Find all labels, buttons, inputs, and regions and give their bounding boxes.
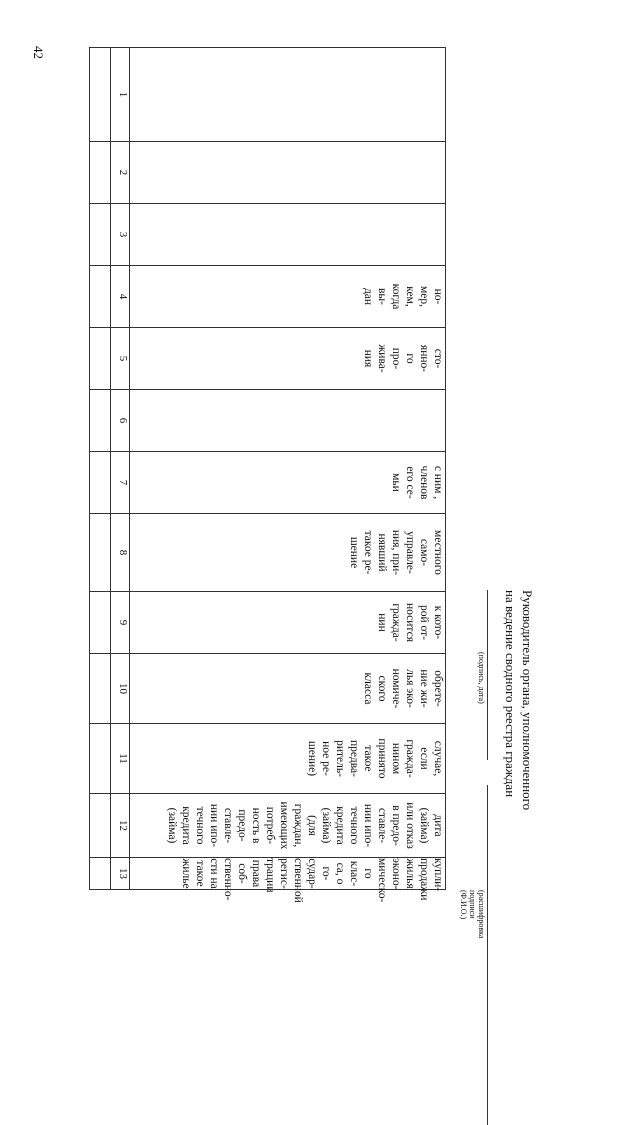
signature-caption: (подпись, дата) <box>477 652 486 704</box>
header-cell: обрете- ние жи- лья эко- номиче- ского класса <box>130 654 446 724</box>
column-number: 1 <box>111 48 130 142</box>
page-number: 42 <box>31 46 46 59</box>
blank-cell <box>90 452 111 514</box>
column-number: 13 <box>111 858 130 890</box>
column-number: 12 <box>111 794 130 858</box>
blank-cell <box>90 654 111 724</box>
registry-table-sheet <box>89 47 446 903</box>
header-cell <box>130 204 446 266</box>
column-number: 9 <box>111 592 130 654</box>
blank-cell <box>90 328 111 390</box>
header-cell: с ним , членов его се- мьи <box>130 452 446 514</box>
column-number: 5 <box>111 328 130 390</box>
blank-cell <box>90 858 111 890</box>
blank-cell <box>90 48 111 142</box>
header-cell: местного само- управле- ния, при- нявший такое ре- шение <box>130 514 446 592</box>
column-number-row <box>111 48 130 890</box>
blank-cell <box>90 794 111 858</box>
column-number: 2 <box>111 142 130 204</box>
header-row <box>130 48 446 890</box>
signature-line <box>487 590 488 760</box>
blank-cell <box>90 724 111 794</box>
column-number: 6 <box>111 390 130 452</box>
column-number: 3 <box>111 204 130 266</box>
blank-cell <box>90 142 111 204</box>
header-cell <box>130 48 446 142</box>
header-cell: сто- янно- го про- жива- ния <box>130 328 446 390</box>
header-cell: купли- продажи жилья эконо- мическо- го клас- са, о го- судар- ственной регис- трации права соб- ственно- сти на такое жилье <box>130 858 446 890</box>
blank-cell <box>90 266 111 328</box>
column-number: 4 <box>111 266 130 328</box>
column-number: 7 <box>111 452 130 514</box>
column-number: 8 <box>111 514 130 592</box>
name-decode-caption: (расшифровка подписи (Ф.И.О.) <box>459 890 486 939</box>
registry-table <box>89 47 446 903</box>
header-cell: дита (займа) или отказ в предо- ставле- нии ипо- течного кредита (займа) (для граждан, имеющих потреб- ность в предо- ставле- нии ипо- течного кредита (займа) <box>130 794 446 858</box>
column-number: 11 <box>111 724 130 794</box>
signature-block <box>459 590 536 939</box>
header-cell <box>130 142 446 204</box>
blank-row <box>90 48 111 890</box>
name-decode-line <box>487 785 488 1125</box>
header-cell: но- мер, кем, когда вы- дан <box>130 266 446 328</box>
blank-cell <box>90 390 111 452</box>
header-cell: к кото- рой от- носится гражда- нин <box>130 592 446 654</box>
blank-cell <box>90 204 111 266</box>
blank-cell <box>90 514 111 592</box>
header-cell: случае, если гражда- нином принято такое предва- ритель- ное ре- шение) <box>130 724 446 794</box>
column-number: 10 <box>111 654 130 724</box>
header-cell <box>130 390 446 452</box>
blank-cell <box>90 592 111 654</box>
signature-title: Руководитель органа, уполномоченного на ведение сводного реестра граждан <box>503 590 535 811</box>
